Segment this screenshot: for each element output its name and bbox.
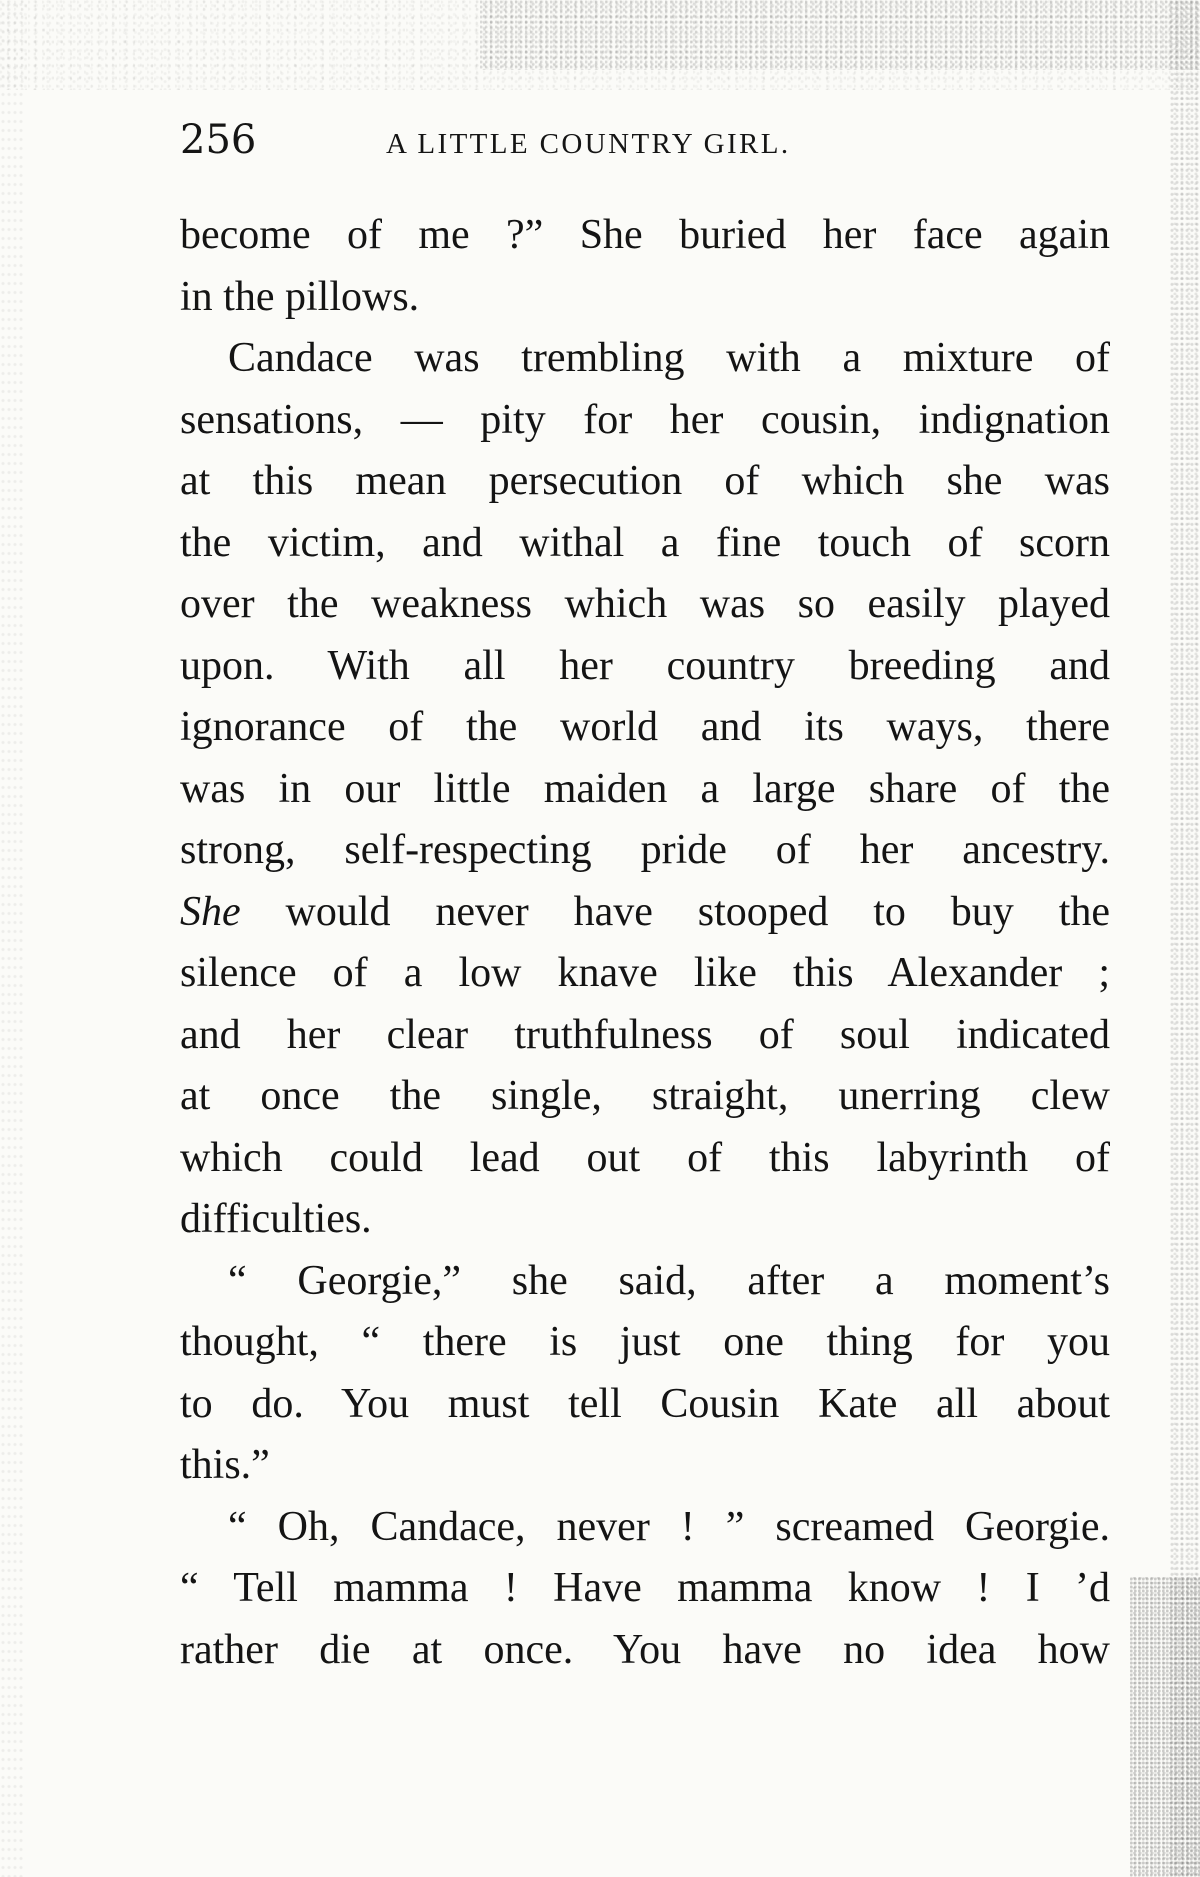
text-line-content: Candace was trembling with a mixture of <box>228 335 1110 381</box>
scan-noise-right-edge <box>1170 0 1200 1877</box>
text-line-content: “ Oh, Candace, never ! ” screamed Georgie. <box>228 1503 1110 1550</box>
text-line-content: over the weakness which was so easily played <box>180 581 1110 627</box>
text-line-content: in the pillows. <box>180 273 420 320</box>
text-line-content: which could lead out of this labyrinth of <box>180 1134 1110 1181</box>
text-line-content: was in our little maiden a large share of the <box>180 765 1110 812</box>
text-line-content: strong, self-respecting pride of her ancestry. <box>180 827 1110 873</box>
text-line-content: sensations, — pity for her cousin, indignation <box>180 396 1110 443</box>
text-line <box>180 1312 1110 1374</box>
text-line <box>180 1189 1110 1251</box>
text-line <box>180 1066 1110 1128</box>
text-line-content: to do. You must tell Cousin Kate all about <box>180 1380 1110 1427</box>
text-line <box>180 1558 1110 1620</box>
text-line-content: “ Georgie,” she said, after a moment’s <box>228 1257 1110 1304</box>
italic-emphasis: She <box>180 888 241 935</box>
text-line <box>180 1251 1110 1313</box>
text-line <box>180 1435 1110 1497</box>
text-line-content: and her clear truthfulness of soul indicated <box>180 1011 1110 1058</box>
page-number: 256 <box>180 117 257 163</box>
text-line-content: ignorance of the world and its ways, there <box>180 704 1110 750</box>
text-line <box>180 697 1110 759</box>
scan-noise-bottom-right <box>1130 1577 1200 1877</box>
scan-noise-top <box>0 0 1200 90</box>
scan-noise-left-edge <box>0 0 24 1877</box>
text-line-content: upon. With all her country breeding and <box>180 642 1110 689</box>
text-line-content: at once the single, straight, unerring clew <box>180 1073 1110 1119</box>
text-line <box>180 1128 1110 1190</box>
text-line <box>180 205 1110 267</box>
text-line-content: would never have stooped to buy the <box>240 888 1110 935</box>
text-line <box>180 882 1110 944</box>
text-line-content: thought, “ there is just one thing for you <box>180 1319 1110 1365</box>
text-line-content: silence of a low knave like this Alexander ; <box>180 950 1110 996</box>
text-line <box>180 1497 1110 1559</box>
text-line <box>180 267 1110 329</box>
text-line-content: “ Tell mamma ! Have mamma know ! I ’d <box>180 1565 1110 1611</box>
text-line <box>180 636 1110 698</box>
text-line <box>180 1620 1110 1682</box>
text-line <box>180 759 1110 821</box>
text-line-content: at this mean persecution of which she was <box>180 458 1110 504</box>
running-title: A LITTLE COUNTRY GIRL. <box>386 128 791 160</box>
text-line-content: the victim, and withal a fine touch of scorn <box>180 519 1110 566</box>
text-line <box>180 328 1110 390</box>
text-line <box>180 451 1110 513</box>
text-line-content: this.” <box>180 1442 270 1488</box>
text-line-content: become of me ?” She buried her face again <box>180 212 1110 258</box>
text-line <box>180 574 1110 636</box>
text-line <box>180 1005 1110 1067</box>
body-text <box>180 205 1110 1681</box>
text-line <box>180 820 1110 882</box>
running-head <box>180 112 1110 168</box>
scan-noise-top-right <box>480 0 1200 70</box>
text-line <box>180 943 1110 1005</box>
text-line <box>180 513 1110 575</box>
text-line <box>180 1374 1110 1436</box>
text-line-content: rather die at once. You have no idea how <box>180 1626 1110 1673</box>
text-line-content: difficulties. <box>180 1196 372 1242</box>
text-line <box>180 390 1110 452</box>
